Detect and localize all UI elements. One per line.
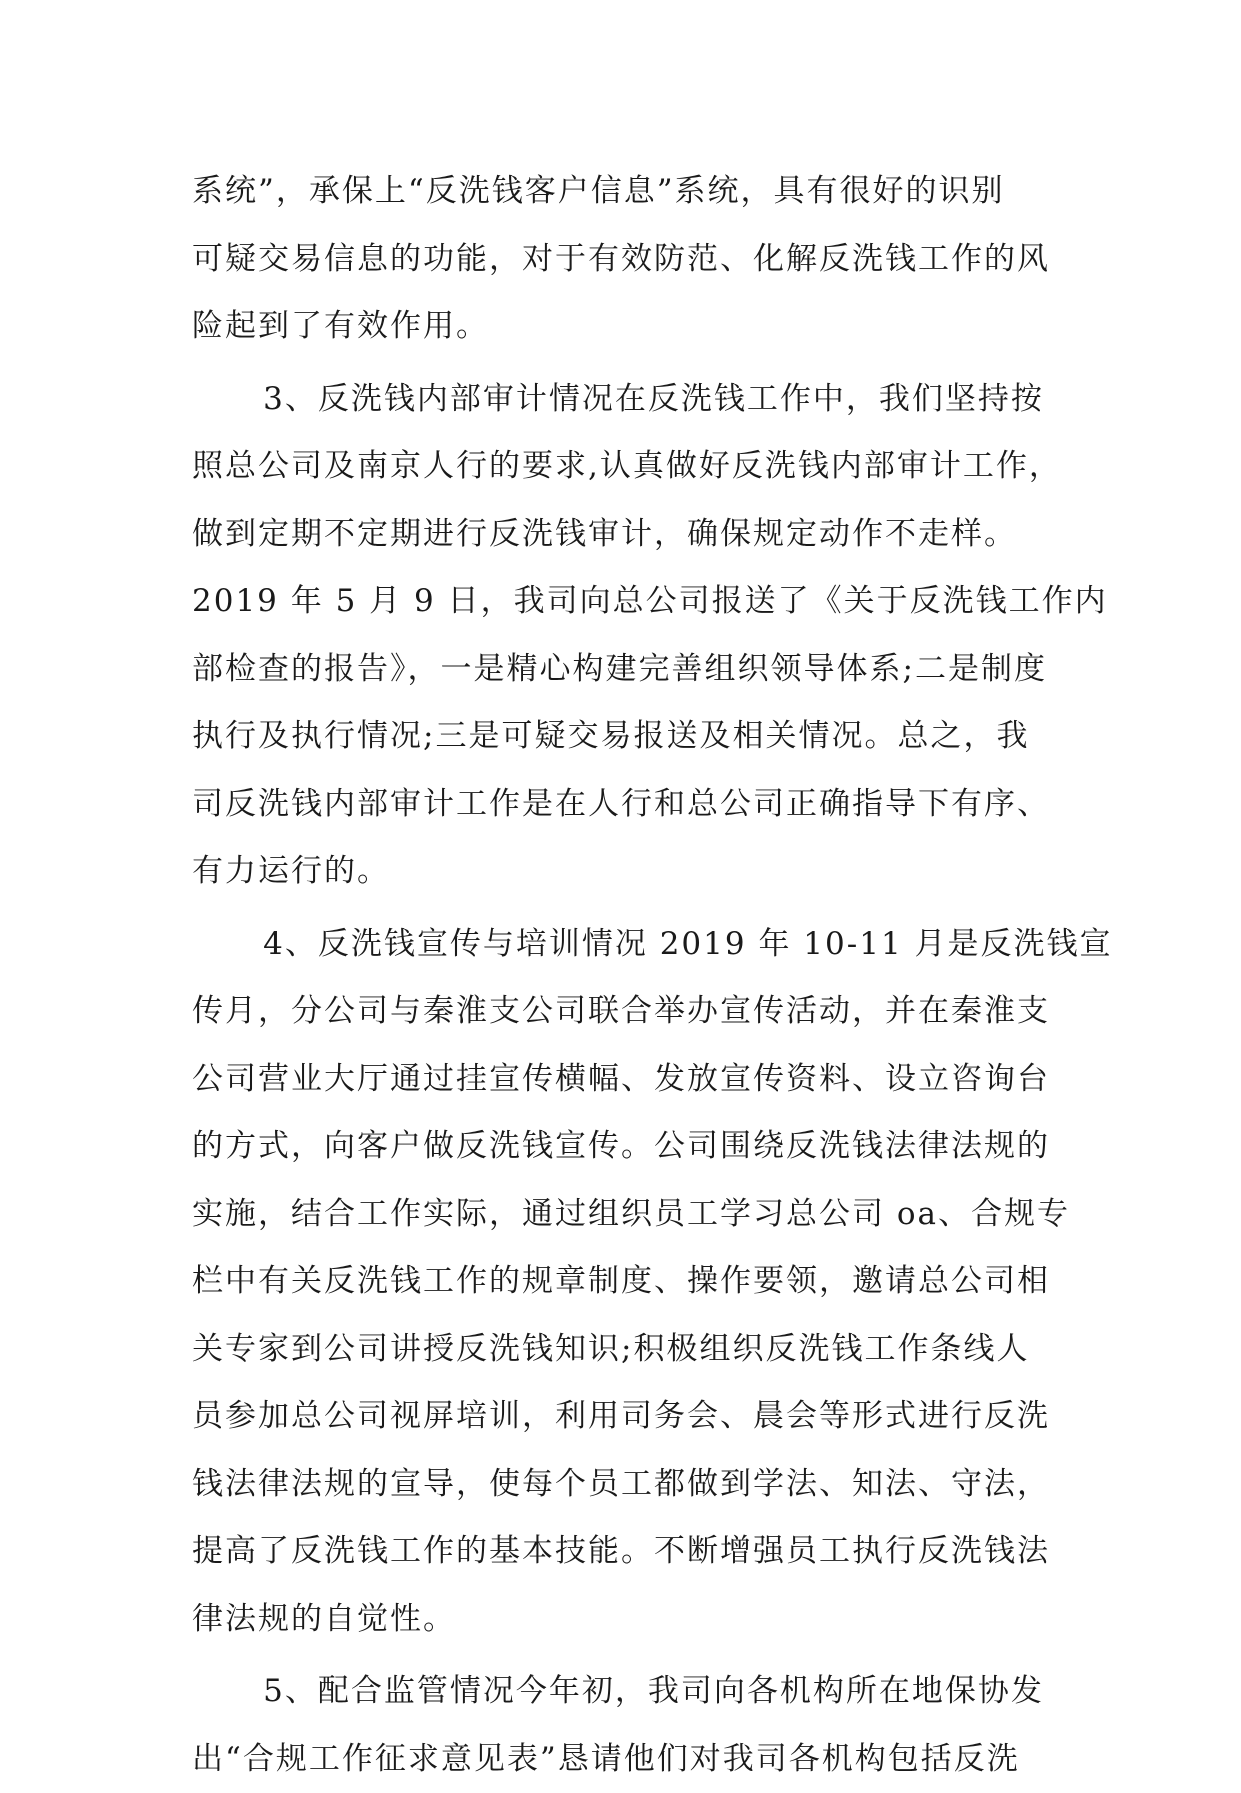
text-line-9: 执行及执行情况;三是可疑交易报送及相关情况。总之，我: [192, 703, 1092, 771]
text-line-12: 4、反洗钱宣传与培训情况 2019 年 10-11 月是反洗钱宣: [192, 911, 1092, 979]
text-line-8: 部检查的报告》，一是精心构建完善组织领导体系;二是制度: [192, 636, 1092, 704]
text-line-23: 5、配合监管情况今年初，我司向各机构所在地保协发: [192, 1658, 1092, 1726]
text-line-5: 照总公司及南京人行的要求,认真做好反洗钱内部审计工作，: [192, 433, 1092, 501]
text-line-24: 出“合规工作征求意见表”恳请他们对我司各机构包括反洗: [192, 1726, 1092, 1793]
text-line-17: 栏中有关反洗钱工作的规章制度、操作要领，邀请总公司相: [192, 1248, 1092, 1316]
text-line-16: 实施，结合工作实际，通过组织员工学习总公司 oa、合规专: [192, 1181, 1092, 1249]
text-line-20: 钱法律法规的宣导，使每个员工都做到学法、知法、守法，: [192, 1451, 1092, 1519]
text-line-14: 公司营业大厅通过挂宣传横幅、发放宣传资料、设立咨询台: [192, 1046, 1092, 1114]
text-line-19: 员参加总公司视屏培训，利用司务会、晨会等形式进行反洗: [192, 1383, 1092, 1451]
text-line-2: 可疑交易信息的功能，对于有效防范、化解反洗钱工作的风: [192, 226, 1092, 294]
text-line-18: 关专家到公司讲授反洗钱知识;积极组织反洗钱工作条线人: [192, 1316, 1092, 1384]
text-line-3: 险起到了有效作用。: [192, 293, 1092, 361]
body-text: [192, 158, 1092, 1793]
text-line-11: 有力运行的。: [192, 838, 1092, 906]
text-line-13: 传月，分公司与秦淮支公司联合举办宣传活动，并在秦淮支: [192, 978, 1092, 1046]
text-line-22: 律法规的自觉性。: [192, 1586, 1092, 1654]
text-line-10: 司反洗钱内部审计工作是在人行和总公司正确指导下有序、: [192, 771, 1092, 839]
text-line-6: 做到定期不定期进行反洗钱审计，确保规定动作不走样。: [192, 501, 1092, 569]
text-line-1: 系统”，承保上“反洗钱客户信息”系统，具有很好的识别: [192, 158, 1092, 226]
text-line-15: 的方式，向客户做反洗钱宣传。公司围绕反洗钱法律法规的: [192, 1113, 1092, 1181]
text-line-21: 提高了反洗钱工作的基本技能。不断增强员工执行反洗钱法: [192, 1518, 1092, 1586]
text-line-7: 2019 年 5 月 9 日，我司向总公司报送了《关于反洗钱工作内: [192, 568, 1092, 636]
text-line-4: 3、反洗钱内部审计情况在反洗钱工作中，我们坚持按: [192, 366, 1092, 434]
